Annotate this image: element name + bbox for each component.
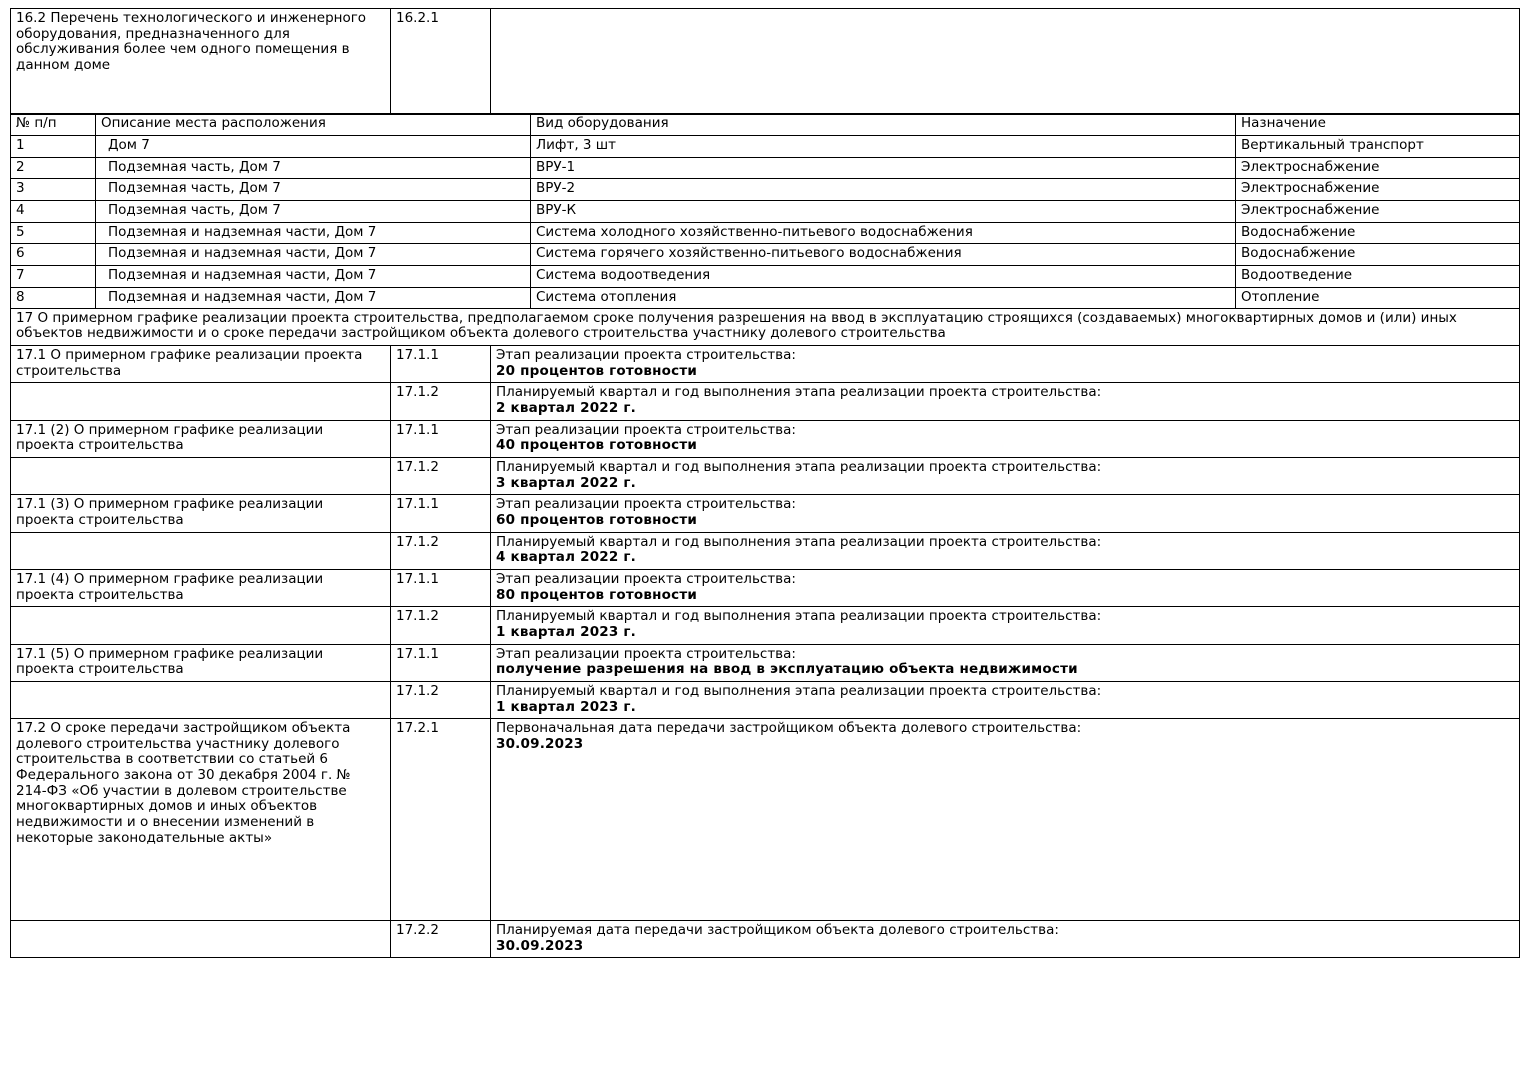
transfer-initial-content: [491, 719, 1520, 921]
equipment-purpose: Водоснабжение: [1236, 244, 1520, 266]
stage-value: 80 процентов готовности: [496, 586, 698, 603]
section-16-2-code: 16.2.1: [391, 9, 491, 115]
stage-caption: Этап реализации проекта строительства:: [496, 421, 796, 438]
equipment-location: Подземная и надземная части, Дом 7: [96, 287, 531, 309]
equipment-num: 5: [11, 222, 96, 244]
equipment-num: 6: [11, 244, 96, 266]
stage-quarter-row: [11, 532, 1520, 569]
quarter-content: [491, 681, 1520, 718]
stage-value: 60 процентов готовности: [496, 511, 698, 528]
table-row: [11, 179, 1520, 201]
equipment-type: Лифт, 3 шт: [531, 136, 1236, 158]
stage-code: 17.1.1: [391, 569, 491, 606]
equipment-table: [10, 113, 1520, 309]
equipment-header-row: [11, 114, 1520, 136]
equipment-type: Система водоотведения: [531, 266, 1236, 288]
equipment-num: 8: [11, 287, 96, 309]
equipment-num: 7: [11, 266, 96, 288]
equipment-num: 2: [11, 157, 96, 179]
transfer-initial-value: 30.09.2023: [496, 735, 584, 752]
equipment-num: 3: [11, 179, 96, 201]
quarter-code: 17.1.2: [391, 532, 491, 569]
stage-content: [491, 420, 1520, 457]
stage-caption: Этап реализации проекта строительства:: [496, 347, 796, 364]
equipment-type: ВРУ-1: [531, 157, 1236, 179]
section-17-table: [10, 308, 1520, 959]
stage-caption: Этап реализации проекта строительства:: [496, 645, 796, 662]
quarter-code: 17.1.2: [391, 383, 491, 420]
transfer-initial-code: 17.2.1: [391, 719, 491, 921]
stage-label: 17.1 (2) О примерном графике реализации проекта строительства: [11, 420, 391, 457]
quarter-value: 1 квартал 2023 г.: [496, 698, 636, 715]
equipment-header-type: Вид оборудования: [531, 114, 1236, 136]
table-row: [11, 287, 1520, 309]
transfer-planned-content: [491, 921, 1520, 958]
equipment-type: Система отопления: [531, 287, 1236, 309]
stage-quarter-row: [11, 681, 1520, 718]
stage-label-empty: [11, 681, 391, 718]
section-16-2-row: [11, 9, 1520, 115]
stage-row: [11, 495, 1520, 532]
equipment-purpose: Водоотведение: [1236, 266, 1520, 288]
stage-row: [11, 569, 1520, 606]
stage-content: [491, 495, 1520, 532]
transfer-label: 17.2 О сроке передачи застройщиком объекта долевого строительства участнику долевого строительства в соответствии со статьей 6 Федерального закона от 30 декабря 2004 г. № 214-ФЗ «Об участии в долевом строительстве многоквартирных домов и иных объектов недвижимости и о внесении изменений в некоторые законодательные акты»: [11, 719, 391, 921]
stage-caption: Этап реализации проекта строительства:: [496, 496, 796, 513]
transfer-row: [11, 719, 1520, 921]
table-row: [11, 244, 1520, 266]
table-row: [11, 222, 1520, 244]
equipment-purpose: Электроснабжение: [1236, 201, 1520, 223]
table-row: [11, 157, 1520, 179]
stage-value: 40 процентов готовности: [496, 437, 698, 454]
table-row: [11, 136, 1520, 158]
table-row: [11, 266, 1520, 288]
quarter-caption: Планируемый квартал и год выполнения этапа реализации проекта строительства:: [496, 458, 1102, 475]
quarter-value: 4 квартал 2022 г.: [496, 549, 636, 566]
quarter-content: [491, 532, 1520, 569]
section-16-2-empty: [491, 9, 1520, 115]
equipment-header-location: Описание места расположения: [96, 114, 531, 136]
declaration-table: [10, 8, 1520, 115]
stage-code: 17.1.1: [391, 644, 491, 681]
stage-value: получение разрешения на ввод в эксплуатацию объекта недвижимости: [496, 661, 1078, 678]
equipment-header-purpose: Назначение: [1236, 114, 1520, 136]
stage-label: 17.1 (4) О примерном графике реализации проекта строительства: [11, 569, 391, 606]
stage-quarter-row: [11, 457, 1520, 494]
equipment-location: Подземная часть, Дом 7: [96, 179, 531, 201]
equipment-type: ВРУ-2: [531, 179, 1236, 201]
transfer-planned-value: 30.09.2023: [496, 937, 584, 954]
equipment-type: ВРУ-К: [531, 201, 1236, 223]
quarter-caption: Планируемый квартал и год выполнения этапа реализации проекта строительства:: [496, 682, 1102, 699]
equipment-location: Подземная часть, Дом 7: [96, 201, 531, 223]
equipment-type: Система горячего хозяйственно-питьевого водоснабжения: [531, 244, 1236, 266]
section-16-2-title: 16.2 Перечень технологического и инженерного оборудования, предназначенного для обслуживания более чем одного помещения в данном доме: [11, 9, 391, 115]
transfer-planned-code: 17.2.2: [391, 921, 491, 958]
stage-code: 17.1.1: [391, 346, 491, 383]
stage-content: [491, 644, 1520, 681]
equipment-type: Система холодного хозяйственно-питьевого водоснабжения: [531, 222, 1236, 244]
equipment-location: Подземная и надземная части, Дом 7: [96, 266, 531, 288]
quarter-value: 3 квартал 2022 г.: [496, 474, 636, 491]
stage-quarter-row: [11, 607, 1520, 644]
stage-caption: Этап реализации проекта строительства:: [496, 570, 796, 587]
equipment-purpose: Отопление: [1236, 287, 1520, 309]
stage-content: [491, 346, 1520, 383]
quarter-code: 17.1.2: [391, 457, 491, 494]
equipment-num: 1: [11, 136, 96, 158]
equipment-num: 4: [11, 201, 96, 223]
stage-label: 17.1 (3) О примерном графике реализации проекта строительства: [11, 495, 391, 532]
stage-row: [11, 644, 1520, 681]
quarter-value: 1 квартал 2023 г.: [496, 623, 636, 640]
stage-row: [11, 346, 1520, 383]
equipment-purpose: Водоснабжение: [1236, 222, 1520, 244]
stage-code: 17.1.1: [391, 495, 491, 532]
stage-label: 17.1 О примерном графике реализации проекта строительства: [11, 346, 391, 383]
equipment-location: Подземная и надземная части, Дом 7: [96, 244, 531, 266]
section-17-title: 17 О примерном графике реализации проекта строительства, предполагаемом сроке получения разрешения на ввод в эксплуатацию строящихся (создаваемых) многоквартирных домов и (или) иных объектов недвижимости и о сроке передачи застройщиком объекта долевого строительства участнику долевого строительства: [11, 308, 1520, 345]
stage-quarter-row: [11, 383, 1520, 420]
transfer-label-empty: [11, 921, 391, 958]
quarter-caption: Планируемый квартал и год выполнения этапа реализации проекта строительства:: [496, 384, 1102, 401]
quarter-content: [491, 607, 1520, 644]
equipment-purpose: Электроснабжение: [1236, 179, 1520, 201]
quarter-content: [491, 457, 1520, 494]
section-17-title-row: [11, 308, 1520, 345]
equipment-purpose: Электроснабжение: [1236, 157, 1520, 179]
equipment-purpose: Вертикальный транспорт: [1236, 136, 1520, 158]
transfer-planned-row: [11, 921, 1520, 958]
stage-label-empty: [11, 457, 391, 494]
quarter-value: 2 квартал 2022 г.: [496, 400, 636, 416]
stage-row: [11, 420, 1520, 457]
transfer-planned-caption: Планируемая дата передачи застройщиком объекта долевого строительства:: [496, 922, 1059, 939]
stage-content: [491, 569, 1520, 606]
stage-label-empty: [11, 532, 391, 569]
quarter-code: 17.1.2: [391, 607, 491, 644]
equipment-header-num: № п/п: [11, 114, 96, 136]
stage-label-empty: [11, 607, 391, 644]
stage-code: 17.1.1: [391, 420, 491, 457]
quarter-caption: Планируемый квартал и год выполнения этапа реализации проекта строительства:: [496, 533, 1102, 550]
stage-value: 20 процентов готовности: [496, 362, 698, 379]
equipment-location: Дом 7: [96, 136, 531, 158]
equipment-location: Подземная часть, Дом 7: [96, 157, 531, 179]
stage-label-empty: [11, 383, 391, 420]
transfer-initial-caption: Первоначальная дата передачи застройщиком объекта долевого строительства:: [496, 720, 1082, 737]
quarter-content: [491, 383, 1520, 420]
table-row: [11, 201, 1520, 223]
quarter-caption: Планируемый квартал и год выполнения этапа реализации проекта строительства:: [496, 608, 1102, 625]
stage-label: 17.1 (5) О примерном графике реализации проекта строительства: [11, 644, 391, 681]
equipment-location: Подземная и надземная части, Дом 7: [96, 222, 531, 244]
quarter-code: 17.1.2: [391, 681, 491, 718]
